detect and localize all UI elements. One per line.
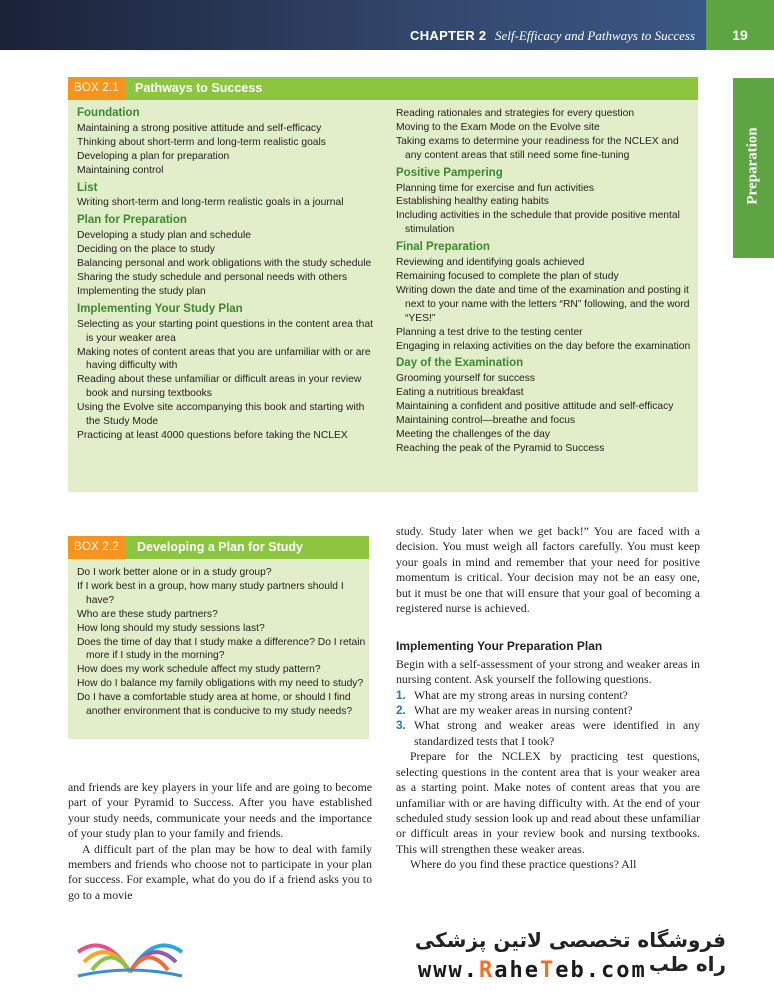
page-header (0, 0, 774, 50)
section-heading: Implementing Your Study Plan (77, 302, 243, 315)
section-heading: Final Preparation (396, 241, 490, 254)
list-item: Implementing the study plan (77, 285, 206, 297)
list-item: Practicing at least 4000 questions before taking the NCLEX (77, 429, 348, 441)
list-item: Who are these study partners? (77, 608, 218, 620)
list-item (396, 718, 700, 749)
section-heading: Plan for Preparation (77, 214, 187, 227)
side-tab (733, 78, 774, 258)
list-item: Do I have a comfortable study area at home, or should I find another environment that is conducive to my study needs? (77, 692, 353, 718)
list-number: 3. (396, 718, 406, 733)
side-tab-label: Preparation (744, 127, 761, 205)
paragraph: study. Study later when we get back!” You are faced with a decision. You must weigh all factors carefully. You must keep your goals in mind and remember that your need for positive momentum is critical. Your decision may not be an easy one, but it must be one that will ensure that your goal of becoming a registered nurse is achieved. (396, 524, 700, 616)
list-text: What strong and weaker areas were identified in any standardized tests that I took? (414, 718, 700, 748)
list-item: Maintaining control (77, 164, 164, 176)
list-item: Making notes of content areas that you are unfamiliar with or are having difficulty with (77, 346, 371, 372)
chapter-title: Self-Efficacy and Pathways to Success (495, 28, 696, 43)
list-item: How do I balance my family obligations with my need to study? (77, 678, 364, 690)
paragraph: Where do you find these practice questions? All (410, 857, 637, 872)
list-item: Reaching the peak of the Pyramid to Success (396, 442, 605, 454)
list-number: 1. (396, 687, 406, 702)
list-item: Writing down the date and time of the examination and posting it next to your name with the letters “RN” following, and the word “YES!” (396, 284, 690, 324)
paragraph: and friends are key players in your life and are going to become part of your Pyramid to Success. After you have established your study needs, communicate your needs and the importance of your study plan to your family and friends. (68, 780, 372, 841)
list-item: Grooming yourself for success (396, 373, 536, 385)
box-right-column (396, 107, 692, 456)
box-tag: BOX 2.1 (68, 77, 125, 100)
list-item: Taking exams to determine your readiness for the NCLEX and any content areas that still need some fine-tuning (396, 135, 679, 161)
box-title: Pathways to Success (135, 81, 263, 95)
list-item: Meeting the challenges of the day (396, 428, 550, 440)
box-study-plan (68, 536, 369, 739)
list-text: What are my weaker areas in nursing content? (414, 703, 633, 718)
box-left-column (77, 107, 377, 443)
question-list (77, 566, 367, 719)
box-header (68, 77, 698, 100)
list-item: Maintaining control—breathe and focus (396, 415, 576, 427)
list-item: Remaining focused to complete the plan of study (396, 270, 619, 282)
list-item: Deciding on the place to study (77, 244, 215, 256)
section-heading: List (77, 181, 98, 194)
section-heading: Day of the Examination (396, 357, 524, 370)
list-item: Thinking about short-term and long-term realistic goals (77, 136, 326, 148)
paragraph: Prepare for the NCLEX by practicing test questions, selecting questions in the content area that is your weaker area as a starting point. Make notes of content areas that you are unfamiliar with or are having difficulty with. At the end of your scheduled study session look up and read about these unfamiliar or difficult areas in your review book and nursing textbooks. This will strengthen these weaker areas. (396, 749, 700, 856)
list-item: Reading rationales and strategies for every question (396, 108, 635, 119)
list-item: Developing a plan for preparation (77, 150, 230, 162)
numbered-list (396, 688, 700, 750)
list-item: Selecting as your starting point questions in the content area that is your weaker area (77, 318, 373, 344)
list-text: What are my strong areas in nursing content? (414, 687, 628, 702)
list-item: Reading about these unfamiliar or difficult areas in your review book and nursing textbooks (77, 374, 362, 400)
list-item: Engaging in relaxing activities on the day before the examination (396, 340, 691, 352)
section-heading: Foundation (77, 107, 140, 119)
left-body-text (68, 780, 372, 903)
list-item: Does the time of day that I study make a difference? Do I retain more if I study in the morning? (77, 636, 366, 662)
box-title: Developing a Plan for Study (137, 540, 303, 554)
list-item: Sharing the study schedule and personal needs with others (77, 271, 348, 283)
box-tag: BOX 2.2 (68, 536, 125, 559)
list-item: If I work best in a group, how many study partners should I have? (77, 580, 344, 606)
list-item: How does my work schedule affect my study pattern? (77, 664, 321, 676)
paragraph: Begin with a self-assessment of your strong and weaker areas in nursing content. Ask yourself the following questions. (396, 656, 700, 687)
list-item: Moving to the Exam Mode on the Evolve site (396, 121, 600, 133)
list-item: Balancing personal and work obligations with the study schedule (77, 258, 372, 270)
section-heading: Implementing Your Preparation Plan (396, 639, 603, 654)
page-number: 19 (706, 0, 774, 50)
list-item: Maintaining a strong positive attitude and self-efficacy (77, 122, 322, 134)
list-item: Using the Evolve site accompanying this book and starting with the Study Mode (77, 402, 365, 428)
store-url: www.RaheTeb.com (418, 958, 647, 983)
box-header (68, 536, 369, 559)
list-item: Eating a nutritious breakfast (396, 387, 524, 399)
list-item (396, 688, 700, 703)
list-item: Maintaining a confident and positive attitude and self-efficacy (396, 401, 674, 413)
right-body-text (396, 524, 700, 873)
section-heading: Positive Pampering (396, 166, 503, 179)
list-item: Planning time for exercise and fun activities (396, 182, 595, 194)
list-item: Writing short-term and long-term realistic goals in a journal (77, 197, 344, 209)
box-pathways (68, 77, 698, 492)
list-item: Developing a study plan and schedule (77, 230, 252, 242)
list-item: Do I work better alone or in a study group? (77, 567, 272, 578)
store-name: فروشگاه تخصصی لاتین پزشکی راه طب (414, 928, 726, 976)
list-item (396, 703, 700, 718)
paragraph: A difficult part of the plan may be how to deal with family members and friends who choose not to participate in your plan for success. For example, what do you do if a friend asks you to go to a movie (68, 841, 372, 902)
chapter-label: CHAPTER 2 (410, 28, 487, 43)
list-item: Reviewing and identifying goals achieved (396, 257, 585, 269)
book-logo-icon (70, 922, 190, 982)
list-item: Establishing healthy eating habits (396, 196, 549, 208)
list-number: 2. (396, 703, 406, 718)
list-item: Planning a test drive to the testing center (396, 326, 583, 338)
list-item: Including activities in the schedule that provide positive mental stimulation (396, 210, 680, 236)
list-item: How long should my study sessions last? (77, 622, 265, 634)
